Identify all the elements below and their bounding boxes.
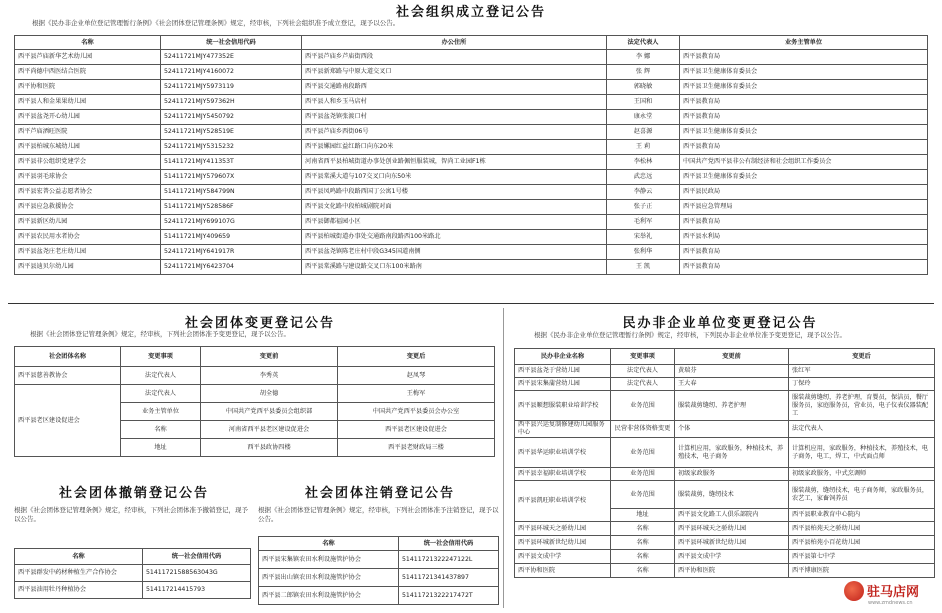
table-row bbox=[515, 564, 935, 578]
table-cell: 西平县宏普公益志愿者协会 bbox=[15, 185, 161, 200]
table-cell: 河南省西平县柏城街道办事处创业路佩恒服装城，智尚工业园F1栋 bbox=[302, 155, 607, 170]
table-cell: 西平县卫生健康体育委员会 bbox=[680, 65, 928, 80]
table-cell: 西平县御都福园小区 bbox=[302, 215, 607, 230]
table-cell: 51411721MJY584799N bbox=[161, 185, 302, 200]
table-cell: 西平县人和乡玉马店村 bbox=[302, 95, 607, 110]
table-row bbox=[515, 438, 935, 468]
table-cell: 西平县盆尧于营幼儿园 bbox=[515, 365, 611, 378]
table-cell: 西平县职业教育中心院内 bbox=[789, 509, 935, 522]
table-cell: 西平县卫生健康体育委员会 bbox=[680, 80, 928, 95]
table-cell: 西平县卫生健康体育委员会 bbox=[680, 125, 928, 140]
table-cell: 西平县政协四楼 bbox=[201, 439, 338, 457]
table-cell: 52411721MJY5315232 bbox=[161, 140, 302, 155]
table-cell: 西平县宋集镇农田水利设施管护协会 bbox=[259, 551, 399, 569]
table-cell: 名称 bbox=[611, 522, 675, 536]
table-row bbox=[15, 80, 928, 95]
table-cell: 计算机应用，家政服务，种植技术，养殖技术，电子商务 bbox=[675, 438, 789, 468]
social-change-table bbox=[14, 346, 495, 457]
site-watermark bbox=[844, 579, 934, 609]
table-cell: 西平县棠溪大道与107交叉口向东50米 bbox=[302, 170, 607, 185]
table-cell: 西平县新区幼儿园 bbox=[15, 215, 161, 230]
revoke-intro: 根据《社会团体登记管理条例》规定，经审核，下列社会团体准予撤销登记，现予以公告。 bbox=[14, 506, 248, 523]
table-row bbox=[15, 65, 928, 80]
table-cell: 西平县凯旺职业培训学校 bbox=[515, 481, 611, 522]
table-cell: 法定代表人 bbox=[611, 365, 675, 378]
table-cell: 51411721MJY409659 bbox=[161, 230, 302, 245]
table-row bbox=[15, 200, 928, 215]
table-cell: 西平县柏苑小百花幼儿园 bbox=[789, 536, 935, 550]
table-cell: 西平县兴运复制修建幼儿园服务中心 bbox=[515, 421, 611, 438]
table-cell: 法定代表人 bbox=[121, 385, 201, 403]
table-cell: 西平县芦庙乡西街06号 bbox=[302, 125, 607, 140]
table-cell: 服装裁剪缝纫、养老护理 bbox=[675, 391, 789, 421]
table-row bbox=[259, 551, 499, 569]
table-cell: 西平县卫生健康体育委员会 bbox=[680, 170, 928, 185]
column-header: 统一社会信用代码 bbox=[399, 537, 499, 551]
table-cell: 西平县芦庙乡芦庙街西段 bbox=[302, 50, 607, 65]
table-row bbox=[259, 587, 499, 605]
table-row bbox=[15, 565, 251, 582]
table-row bbox=[15, 95, 928, 110]
table-cell: 黄瑞芬 bbox=[675, 365, 789, 378]
table-cell: 西平县二郎镇农田水利设施管护协会 bbox=[259, 587, 399, 605]
table-cell: 西平县教育局 bbox=[680, 110, 928, 125]
table-cell: 西平县环城新世纪幼儿园 bbox=[515, 536, 611, 550]
table-row bbox=[515, 481, 935, 509]
table-cell: 52411721MJY699107G bbox=[161, 215, 302, 230]
table-cell: 西平县教育局 bbox=[680, 95, 928, 110]
table-cell: 西平协和医院 bbox=[515, 564, 611, 578]
table-row bbox=[515, 365, 935, 378]
table-cell: 西平县水利局 bbox=[680, 230, 928, 245]
table-cell: 51411721341437897 bbox=[399, 569, 499, 587]
column-header: 统一社会信用代码 bbox=[161, 36, 302, 50]
cancel-title: 社会团体注销登记公告 bbox=[304, 486, 455, 501]
table-cell: 法定代表人 bbox=[121, 367, 201, 385]
table-cell: 法定代表人 bbox=[789, 421, 935, 438]
column-header: 法定代表人 bbox=[607, 36, 680, 50]
table-cell: 西平县嫘园红益红路口向东20米 bbox=[302, 140, 607, 155]
table-cell: 西平尚德中西医结合医院 bbox=[15, 65, 161, 80]
table-cell: 西平县环城天之骄幼儿园 bbox=[675, 522, 789, 536]
table-cell: 业务范围 bbox=[611, 391, 675, 421]
table-cell: 胡全德 bbox=[201, 385, 338, 403]
table-cell: 李 娜 bbox=[607, 50, 680, 65]
table-cell: 西平县应急管理局 bbox=[680, 200, 928, 215]
table-cell: 河南省西平县老区建设促进会 bbox=[201, 421, 338, 439]
table-cell: 52411721MJY5450792 bbox=[161, 110, 302, 125]
social-change-intro: 根据《社会团体登记管理条例》规定，经审核，下列社会团体准予变更登记，现予以公告。 bbox=[30, 330, 290, 338]
table-cell: 52411721MJY597362H bbox=[161, 95, 302, 110]
table-cell: 西平县环城天之骄幼儿园 bbox=[515, 522, 611, 536]
table-cell: 西平芦庙洒旺医院 bbox=[15, 125, 161, 140]
table-cell: 西平县应急救援协会 bbox=[15, 200, 161, 215]
establish-title: 社会组织成立登记公告 bbox=[395, 5, 546, 20]
table-cell: 名称 bbox=[611, 536, 675, 550]
table-cell: 王梅军 bbox=[338, 385, 495, 403]
revoke-table bbox=[14, 548, 251, 599]
table-cell: 中国共产党西平县非公有制经济和社会组织工作委员会 bbox=[680, 155, 928, 170]
table-row bbox=[15, 50, 928, 65]
table-cell: 名称 bbox=[121, 421, 201, 439]
table-cell: 西平县文成中学 bbox=[675, 550, 789, 564]
table-cell: 51411721MJY411353T bbox=[161, 155, 302, 170]
table-cell: 地址 bbox=[121, 439, 201, 457]
watermark-brand: 驻马店网 bbox=[867, 585, 920, 600]
table-row bbox=[15, 185, 928, 200]
table-cell: 张红军 bbox=[789, 365, 935, 378]
table-cell: 宋举礼 bbox=[607, 230, 680, 245]
table-cell: 51411721322247122L bbox=[399, 551, 499, 569]
table-row bbox=[15, 245, 928, 260]
column-header: 社会团体名称 bbox=[15, 347, 121, 367]
table-cell: 郭晓敏 bbox=[607, 80, 680, 95]
column-header: 名称 bbox=[259, 537, 399, 551]
table-cell: 李静云 bbox=[607, 185, 680, 200]
table-cell: 西平县盆尧庄老庄幼儿园 bbox=[15, 245, 161, 260]
table-cell: 李秀英 bbox=[201, 367, 338, 385]
table-cell: 52411721MJY477352E bbox=[161, 50, 302, 65]
column-divider bbox=[503, 308, 504, 608]
table-cell: 西平县华运职业培训学校 bbox=[515, 438, 611, 468]
table-row bbox=[515, 391, 935, 421]
table-cell: 西平县幸福职业培训学校 bbox=[515, 468, 611, 481]
table-cell: 张 辉 bbox=[607, 65, 680, 80]
table-cell: 52411721MJY528519E bbox=[161, 125, 302, 140]
column-header: 变更事项 bbox=[121, 347, 201, 367]
table-cell: 52411721MJY5973119 bbox=[161, 80, 302, 95]
table-cell: 西平县棠溪路与建设路交叉口东100米路南 bbox=[302, 260, 607, 275]
table-cell: 服装裁剪，缝纫技术，电子商务师，家政服务员，农艺工，家畜饲养员 bbox=[789, 481, 935, 509]
table-cell: 民营非营体资格变更 bbox=[611, 421, 675, 438]
table-row bbox=[15, 125, 928, 140]
column-header: 办公住所 bbox=[302, 36, 607, 50]
column-header: 民办非企业名称 bbox=[515, 349, 611, 365]
table-row bbox=[15, 230, 928, 245]
table-cell: 法定代表人 bbox=[611, 378, 675, 391]
table-cell: 丁保玲 bbox=[789, 378, 935, 391]
table-cell: 王国和 bbox=[607, 95, 680, 110]
table-cell: 西平县文化路中段柏城剧院对面 bbox=[302, 200, 607, 215]
table-cell: 514117214415793 bbox=[143, 582, 251, 599]
establish-intro: 根据《民办非企业单位登记管理暂行条例》《社会团体登记管理条例》规定，经审核，下列社会组织准予成立登记，现予以公告。 bbox=[32, 19, 400, 27]
nonprofit-change-intro: 根据《民办非企业单位登记管理暂行条例》规定，经审核，下列民办非企业单位准予变更登记，现予以公告。 bbox=[534, 331, 846, 339]
table-row bbox=[15, 582, 251, 599]
column-header: 变更后 bbox=[338, 347, 495, 367]
table-cell: 张子正 bbox=[607, 200, 680, 215]
table-cell: 张利华 bbox=[607, 245, 680, 260]
table-cell: 西平县盆尧镇张渡口村 bbox=[302, 110, 607, 125]
table-row bbox=[515, 522, 935, 536]
table-cell: 王大春 bbox=[675, 378, 789, 391]
table-cell: 毛利军 bbox=[607, 215, 680, 230]
cancel-table bbox=[258, 536, 499, 605]
table-cell: 西平县非公组织党建学会 bbox=[15, 155, 161, 170]
table-row bbox=[259, 569, 499, 587]
table-cell: 西平县羽毛球协会 bbox=[15, 170, 161, 185]
table-cell: 西平县柏苑天之骄幼儿园 bbox=[789, 522, 935, 536]
table-cell: 地址 bbox=[611, 509, 675, 522]
column-header: 名称 bbox=[15, 36, 161, 50]
table-cell: 赵凤琴 bbox=[338, 367, 495, 385]
table-row bbox=[515, 421, 935, 438]
table-cell: 西平县芦庙新华艺术幼儿园 bbox=[15, 50, 161, 65]
table-cell: 西平县油用牡丹种植协会 bbox=[15, 582, 143, 599]
table-cell: 西平县柏城东城幼儿园 bbox=[15, 140, 161, 155]
table-cell: 西平协和医院 bbox=[675, 564, 789, 578]
column-header: 变更后 bbox=[789, 349, 935, 365]
revoke-title: 社会团体撤销登记公告 bbox=[58, 486, 209, 501]
table-cell: 西平县宋集蒲营幼儿园 bbox=[515, 378, 611, 391]
table-row bbox=[15, 170, 928, 185]
table-cell: 服装裁剪，缝纫技术 bbox=[675, 481, 789, 509]
table-cell: 名称 bbox=[611, 550, 675, 564]
site-logo-icon bbox=[844, 581, 864, 601]
table-cell: 西平县教育局 bbox=[680, 215, 928, 230]
table-cell: 西平县新郑路与中原大道交叉口 bbox=[302, 65, 607, 80]
table-cell: 西平县盆尧镇陈老庄村中段G345国道南侧 bbox=[302, 245, 607, 260]
table-cell: 51411721MJY528586F bbox=[161, 200, 302, 215]
table-cell: 西平县交通路南段路西 bbox=[302, 80, 607, 95]
table-row bbox=[15, 385, 495, 403]
table-cell: 业务范围 bbox=[611, 438, 675, 468]
table-row bbox=[515, 550, 935, 564]
table-cell: 中国共产党西平县委员会组织部 bbox=[201, 403, 338, 421]
column-header: 名称 bbox=[15, 549, 143, 565]
table-cell: 服装裁剪缝纫，养老护理，育婴员，保洁员，餐厅服务员，家庭服务员，营业员，电子仪表仪器装配工 bbox=[789, 391, 935, 421]
table-cell: 西平县文化路工人俱乐部院内 bbox=[675, 509, 789, 522]
table-row bbox=[515, 468, 935, 481]
table-cell: 西平县盆尧开心幼儿园 bbox=[15, 110, 161, 125]
table-cell: 业务范围 bbox=[611, 468, 675, 481]
watermark-url: www.zmdnews.cn bbox=[868, 600, 913, 606]
table-cell: 计算机应用，家政服务，种植技术，养殖技术，电子商务，电工，焊工，中式面点师 bbox=[789, 438, 935, 468]
table-cell: 业务主管单位 bbox=[121, 403, 201, 421]
social-change-title: 社会团体变更登记公告 bbox=[184, 316, 335, 331]
table-cell: 51411721MJY579607X bbox=[161, 170, 302, 185]
table-row bbox=[15, 367, 495, 385]
table-cell: 李松林 bbox=[607, 155, 680, 170]
column-header: 变更前 bbox=[201, 347, 338, 367]
nonprofit-change-table bbox=[514, 348, 935, 578]
table-cell: 西平县老区建设促进会 bbox=[15, 385, 121, 457]
table-cell: 西平县教育局 bbox=[680, 260, 928, 275]
table-cell: 西平县群发中药材种植生产合作协会 bbox=[15, 565, 143, 582]
table-row bbox=[15, 140, 928, 155]
table-cell: 业务范围 bbox=[611, 481, 675, 509]
table-cell: 51411721322217472T bbox=[399, 587, 499, 605]
table-cell: 西平县出山镇农田水利设施管护协会 bbox=[259, 569, 399, 587]
table-cell: 西平县人和金果果幼儿园 bbox=[15, 95, 161, 110]
table-cell: 西平县民政局 bbox=[680, 185, 928, 200]
table-cell: 名称 bbox=[611, 564, 675, 578]
table-cell: 武忠远 bbox=[607, 170, 680, 185]
table-row bbox=[15, 110, 928, 125]
table-cell: 西平县顺想服装职业培训学校 bbox=[515, 391, 611, 421]
table-cell: 西平县教育局 bbox=[680, 50, 928, 65]
nonprofit-change-title: 民办非企业单位变更登记公告 bbox=[622, 316, 818, 331]
table-cell: 西平县凤鸣路中段路西国丁公寓1号楼 bbox=[302, 185, 607, 200]
table-row bbox=[515, 378, 935, 391]
table-cell: 康永堂 bbox=[607, 110, 680, 125]
table-cell: 西平县环城新世纪幼儿园 bbox=[675, 536, 789, 550]
table-cell: 西平县教育局 bbox=[680, 245, 928, 260]
establish-table bbox=[14, 35, 928, 275]
table-cell: 西平县第七中学 bbox=[789, 550, 935, 564]
table-row bbox=[15, 155, 928, 170]
table-cell: 王 莉 bbox=[607, 140, 680, 155]
table-cell: 中国共产党西平县委员会办公室 bbox=[338, 403, 495, 421]
table-cell: 52411721MJY4160072 bbox=[161, 65, 302, 80]
table-cell: 初级家政服务 bbox=[675, 468, 789, 481]
table-cell: 西平县文成中学 bbox=[515, 550, 611, 564]
section-divider bbox=[8, 303, 934, 304]
column-header: 统一社会信用代码 bbox=[143, 549, 251, 565]
table-cell: 西平县农民用水者协会 bbox=[15, 230, 161, 245]
table-cell: 王 凯 bbox=[607, 260, 680, 275]
table-cell: 西平县教育局 bbox=[680, 140, 928, 155]
table-row bbox=[15, 260, 928, 275]
table-cell: 西平县迪贝尔幼儿园 bbox=[15, 260, 161, 275]
column-header: 业务主管单位 bbox=[680, 36, 928, 50]
table-cell: 51411721588563043G bbox=[143, 565, 251, 582]
table-cell: 52411721MJY6423704 bbox=[161, 260, 302, 275]
table-cell: 52411721MJY641917R bbox=[161, 245, 302, 260]
table-cell: 个体 bbox=[675, 421, 789, 438]
table-cell: 西平协和医院 bbox=[15, 80, 161, 95]
column-header: 变更前 bbox=[675, 349, 789, 365]
table-cell: 赵喜源 bbox=[607, 125, 680, 140]
table-cell: 西平县慈善教协会 bbox=[15, 367, 121, 385]
table-cell: 西平县老区建设促进会 bbox=[338, 421, 495, 439]
table-cell: 初级家政服务，中式烹调师 bbox=[789, 468, 935, 481]
table-row bbox=[15, 215, 928, 230]
cancel-intro: 根据《社会团体登记管理条例》规定，经审核，下列社会团体准予注销登记，现予以公告。 bbox=[258, 506, 499, 523]
table-cell: 西平博康医院 bbox=[789, 564, 935, 578]
table-cell: 西平县老财政局三楼 bbox=[338, 439, 495, 457]
table-row bbox=[515, 536, 935, 550]
column-header: 变更事项 bbox=[611, 349, 675, 365]
table-cell: 西平县柏城街道办事处交通路南段路西100米路北 bbox=[302, 230, 607, 245]
